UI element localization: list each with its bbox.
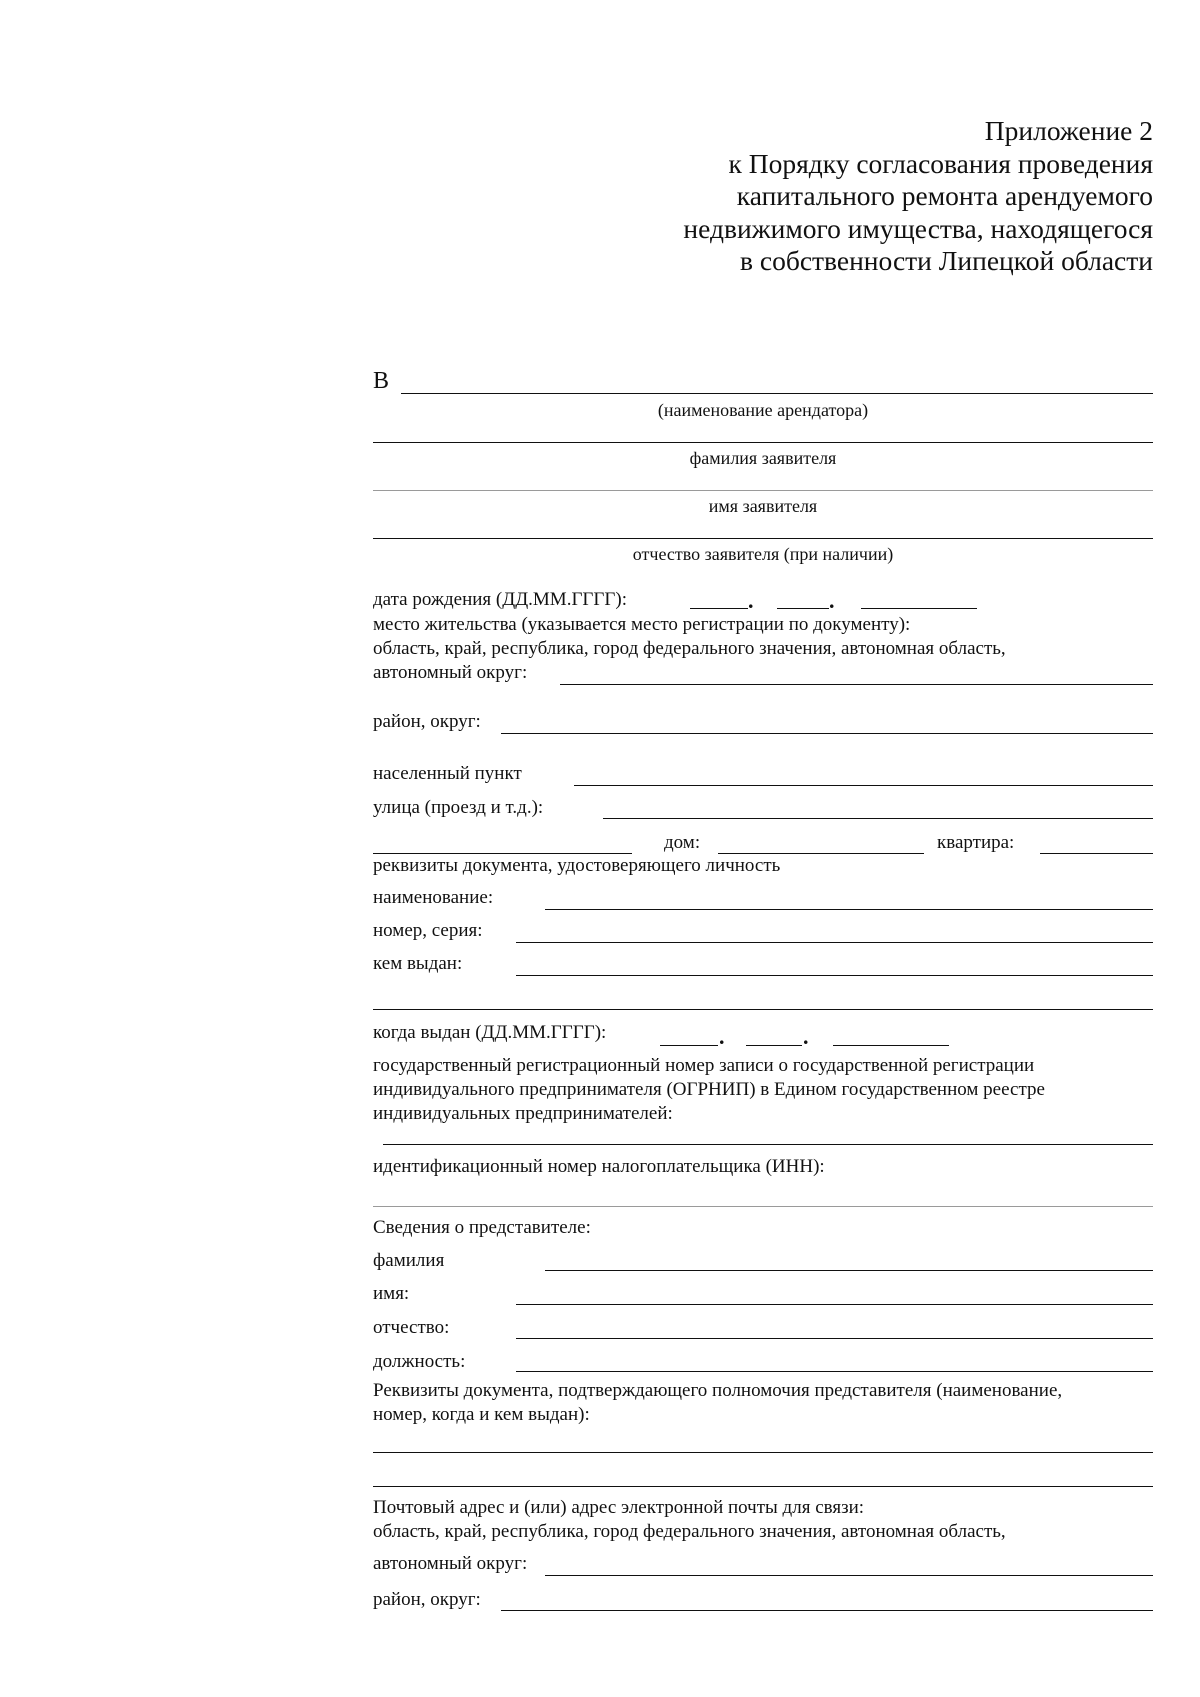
postal-district-label: район, округ: [373, 1589, 481, 1610]
postal-region-label-line2: автономный округ: [373, 1553, 528, 1574]
issued-by-continuation-field[interactable] [373, 1009, 1153, 1010]
rep-patronymic-label: отчество: [373, 1317, 450, 1338]
doc-number-label: номер, серия: [373, 920, 483, 941]
rep-surname-label: фамилия [373, 1250, 445, 1271]
date-separator: . [748, 588, 754, 613]
postal-region-label-line1: область, край, республика, город федерального значения, автономная область, [373, 1521, 1006, 1542]
street-continuation-field[interactable] [373, 853, 632, 854]
street-field[interactable] [603, 818, 1153, 819]
region-label-line2: автономный округ: [373, 662, 528, 683]
ogrnip-label-line1: государственный регистрационный номер записи о государственной регистрации [373, 1055, 1035, 1076]
postal-district-field[interactable] [501, 1610, 1153, 1611]
birth-month-field[interactable] [777, 608, 829, 609]
date-separator: . [829, 588, 835, 613]
locality-label: населенный пункт [373, 763, 522, 784]
to-prefix: В [373, 368, 390, 394]
issued-by-label: кем выдан: [373, 953, 463, 974]
rep-position-field[interactable] [516, 1371, 1153, 1372]
rep-name-label: имя: [373, 1283, 410, 1304]
rep-doc-label-line2: номер, когда и кем выдан): [373, 1404, 590, 1425]
region-label-line1: область, край, республика, город федерального значения, автономная область, [373, 638, 1006, 659]
district-label: район, округ: [373, 711, 481, 732]
street-label: улица (проезд и т.д.): [373, 797, 544, 818]
patronymic-caption: отчество заявителя (при наличии) [632, 544, 894, 564]
header-line-4: недвижимого имущества, находящегося [683, 212, 1153, 244]
tenant-name-field[interactable] [401, 393, 1153, 394]
birth-day-field[interactable] [690, 608, 748, 609]
date-separator: . [719, 1024, 725, 1049]
issue-month-field[interactable] [746, 1045, 802, 1046]
header-line-2: к Порядку согласования проведения [728, 147, 1153, 179]
residence-label: место жительства (указывается место регистрации по документу): [373, 614, 911, 635]
apartment-field[interactable] [1040, 853, 1153, 854]
surname-field[interactable] [373, 442, 1153, 443]
doc-number-field[interactable] [516, 942, 1153, 943]
surname-caption: фамилия заявителя [689, 448, 837, 468]
birth-date-label: дата рождения (ДД.ММ.ГГГГ): [373, 589, 627, 610]
date-separator: . [803, 1024, 809, 1049]
name-field[interactable] [373, 490, 1153, 491]
postal-region-field[interactable] [545, 1575, 1153, 1576]
inn-label: идентификационный номер налогоплательщика (ИНН): [373, 1156, 825, 1177]
ogrnip-label-line2: индивидуального предпринимателя (ОГРНИП) в Едином государственном реестре [373, 1079, 1045, 1100]
region-field[interactable] [560, 684, 1153, 685]
id-doc-label: реквизиты документа, удостоверяющего личность [373, 855, 781, 876]
issued-by-field[interactable] [516, 975, 1153, 976]
name-caption: имя заявителя [708, 496, 818, 516]
house-field[interactable] [718, 853, 924, 854]
ogrnip-field[interactable] [383, 1144, 1153, 1145]
rep-heading: Сведения о представителе: [373, 1217, 591, 1238]
issue-year-field[interactable] [833, 1045, 949, 1046]
application-form [373, 0, 1153, 1697]
issue-date-label: когда выдан (ДД.ММ.ГГГГ): [373, 1022, 607, 1043]
postal-label: Почтовый адрес и (или) адрес электронной почты для связи: [373, 1497, 865, 1518]
locality-field[interactable] [574, 785, 1153, 786]
birth-year-field[interactable] [861, 608, 977, 609]
rep-position-label: должность: [373, 1351, 466, 1372]
rep-patronymic-field[interactable] [516, 1338, 1153, 1339]
rep-doc-continuation-field[interactable] [373, 1486, 1153, 1487]
doc-name-label: наименование: [373, 887, 494, 908]
patronymic-field[interactable] [373, 538, 1153, 539]
issue-day-field[interactable] [660, 1045, 718, 1046]
apartment-label: квартира: [937, 832, 1015, 853]
ogrnip-label-line3: индивидуальных предпринимателей: [373, 1103, 673, 1124]
header-line-5: в собственности Липецкой области [740, 245, 1153, 276]
appendix-number: Приложение 2 [984, 115, 1153, 146]
district-field[interactable] [501, 733, 1153, 734]
rep-surname-field[interactable] [545, 1270, 1153, 1271]
header-line-3: капитального ремонта арендуемого [736, 180, 1153, 211]
rep-doc-label-line1: Реквизиты документа, подтверждающего полномочия представителя (наименование, [373, 1380, 1063, 1401]
rep-doc-field[interactable] [373, 1452, 1153, 1453]
house-label: дом: [664, 832, 701, 853]
inn-field[interactable] [373, 1206, 1153, 1207]
rep-name-field[interactable] [516, 1304, 1153, 1305]
doc-name-field[interactable] [545, 909, 1153, 910]
tenant-caption: (наименование арендатора) [657, 400, 869, 420]
